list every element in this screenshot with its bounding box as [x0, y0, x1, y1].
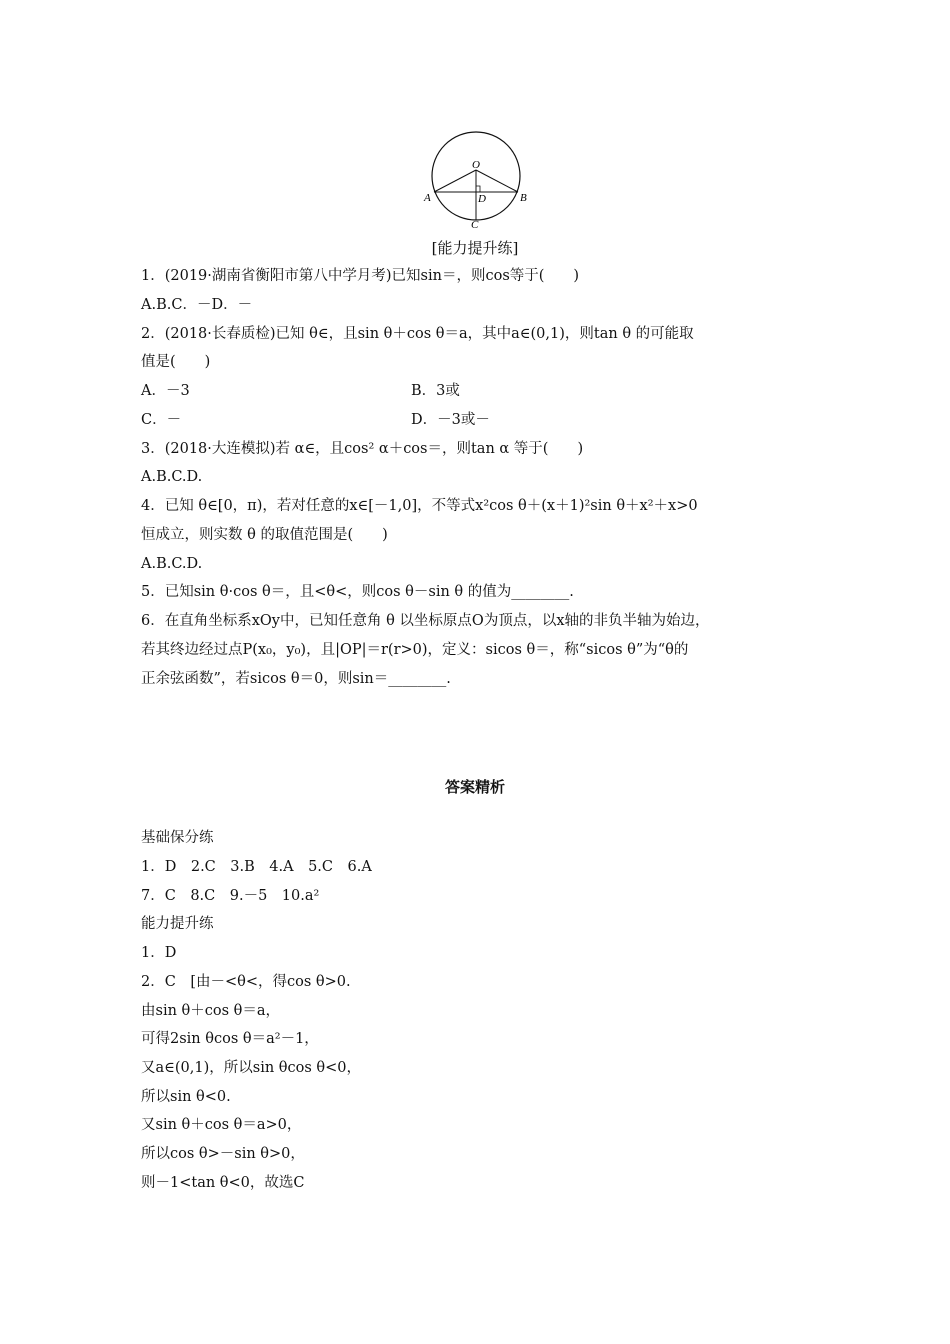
- question-3-options: A.B.C.D.: [141, 469, 203, 485]
- question-1: 1．(2019·湖南省衡阳市第八中学月考)已知sin＝，则cos等于( ): [141, 268, 580, 284]
- basic-section-title: 基础保分练: [141, 830, 214, 846]
- question-2-option-c: C．－: [141, 412, 182, 428]
- segment-oa: [434, 170, 476, 192]
- advanced-answer-2-line: 又sin θ＋cos θ＝a>0，: [141, 1117, 302, 1133]
- label-c: C: [471, 219, 479, 228]
- advanced-answer-2-line: 2．C [由－<θ<，得cos θ>0.: [141, 974, 351, 990]
- advanced-answer-2-line: 所以cos θ>－sin θ>0，: [141, 1146, 305, 1162]
- advanced-answer-2-line: 又a∈(0,1)，所以sin θcos θ<0，: [141, 1060, 362, 1076]
- question-5: 5．已知sin θ·cos θ＝，且<θ<，则cos θ－sin θ 的值为________.: [141, 584, 574, 600]
- question-4-line1: 4．已知 θ∈[0，π)，若对任意的x∈[－1,0]，不等式x²cos θ＋(x＋1)²sin θ＋x²＋x>0: [141, 498, 698, 514]
- question-2-option-a: A．－3: [141, 383, 190, 399]
- advanced-answer-2-line: 所以sin θ<0.: [141, 1089, 231, 1105]
- answers-title: 答案精析: [444, 778, 505, 796]
- basic-answers-row1: 1．D 2.C 3.B 4.A 5.C 6.A: [141, 859, 372, 875]
- question-4-line2: 恒成立，则实数 θ 的取值范围是( ): [141, 527, 388, 543]
- question-6-line3: 正余弦函数”，若sicos θ＝0，则sin＝________.: [141, 671, 451, 687]
- section-title: [能力提升练]: [431, 239, 519, 257]
- advanced-answer-2-line: 由sin θ＋cos θ＝a，: [141, 1003, 281, 1019]
- advanced-section-title: 能力提升练: [141, 916, 214, 932]
- question-2-option-d: D．－3或－: [411, 412, 490, 428]
- question-2-line2: 值是( ): [141, 354, 211, 370]
- question-4-options: A.B.C.D.: [141, 556, 203, 572]
- question-6-line2: 若其终边经过点P(x₀，y₀)，且|OP|＝r(r>0)，定义：sicos θ＝，称“sicos θ”为“θ的: [141, 642, 689, 658]
- segment-ob: [476, 170, 518, 192]
- label-a: A: [424, 192, 431, 204]
- question-2-line1: 2．(2018·长春质检)已知 θ∈，且sin θ＋cos θ＝a，其中a∈(0,1)，则tan θ 的可能取: [141, 326, 694, 342]
- question-2-option-b: B．3或: [411, 383, 460, 399]
- question-3: 3．(2018·大连模拟)若 α∈，且cos² α＋cos＝，则tan α 等于( ): [141, 441, 584, 457]
- right-angle-mark: [476, 186, 480, 192]
- question-6-line1: 6．在直角坐标系xOy中，已知任意角 θ 以坐标原点O为顶点，以x轴的非负半轴为始边，: [141, 613, 710, 629]
- advanced-answer-2-line: 则－1<tan θ<0，故选C: [141, 1175, 305, 1191]
- label-d: D: [478, 193, 486, 205]
- label-b: B: [520, 192, 527, 204]
- label-o: O: [472, 159, 480, 171]
- advanced-answer-2-line: 可得2sin θcos θ＝a²－1，: [141, 1031, 319, 1047]
- question-1-options: A.B.C．－D．－: [141, 297, 253, 313]
- advanced-answer-1: 1．D: [141, 945, 177, 961]
- basic-answers-row2: 7．C 8.C 9.－5 10.a²: [141, 888, 320, 904]
- circle-diagram: [420, 124, 530, 228]
